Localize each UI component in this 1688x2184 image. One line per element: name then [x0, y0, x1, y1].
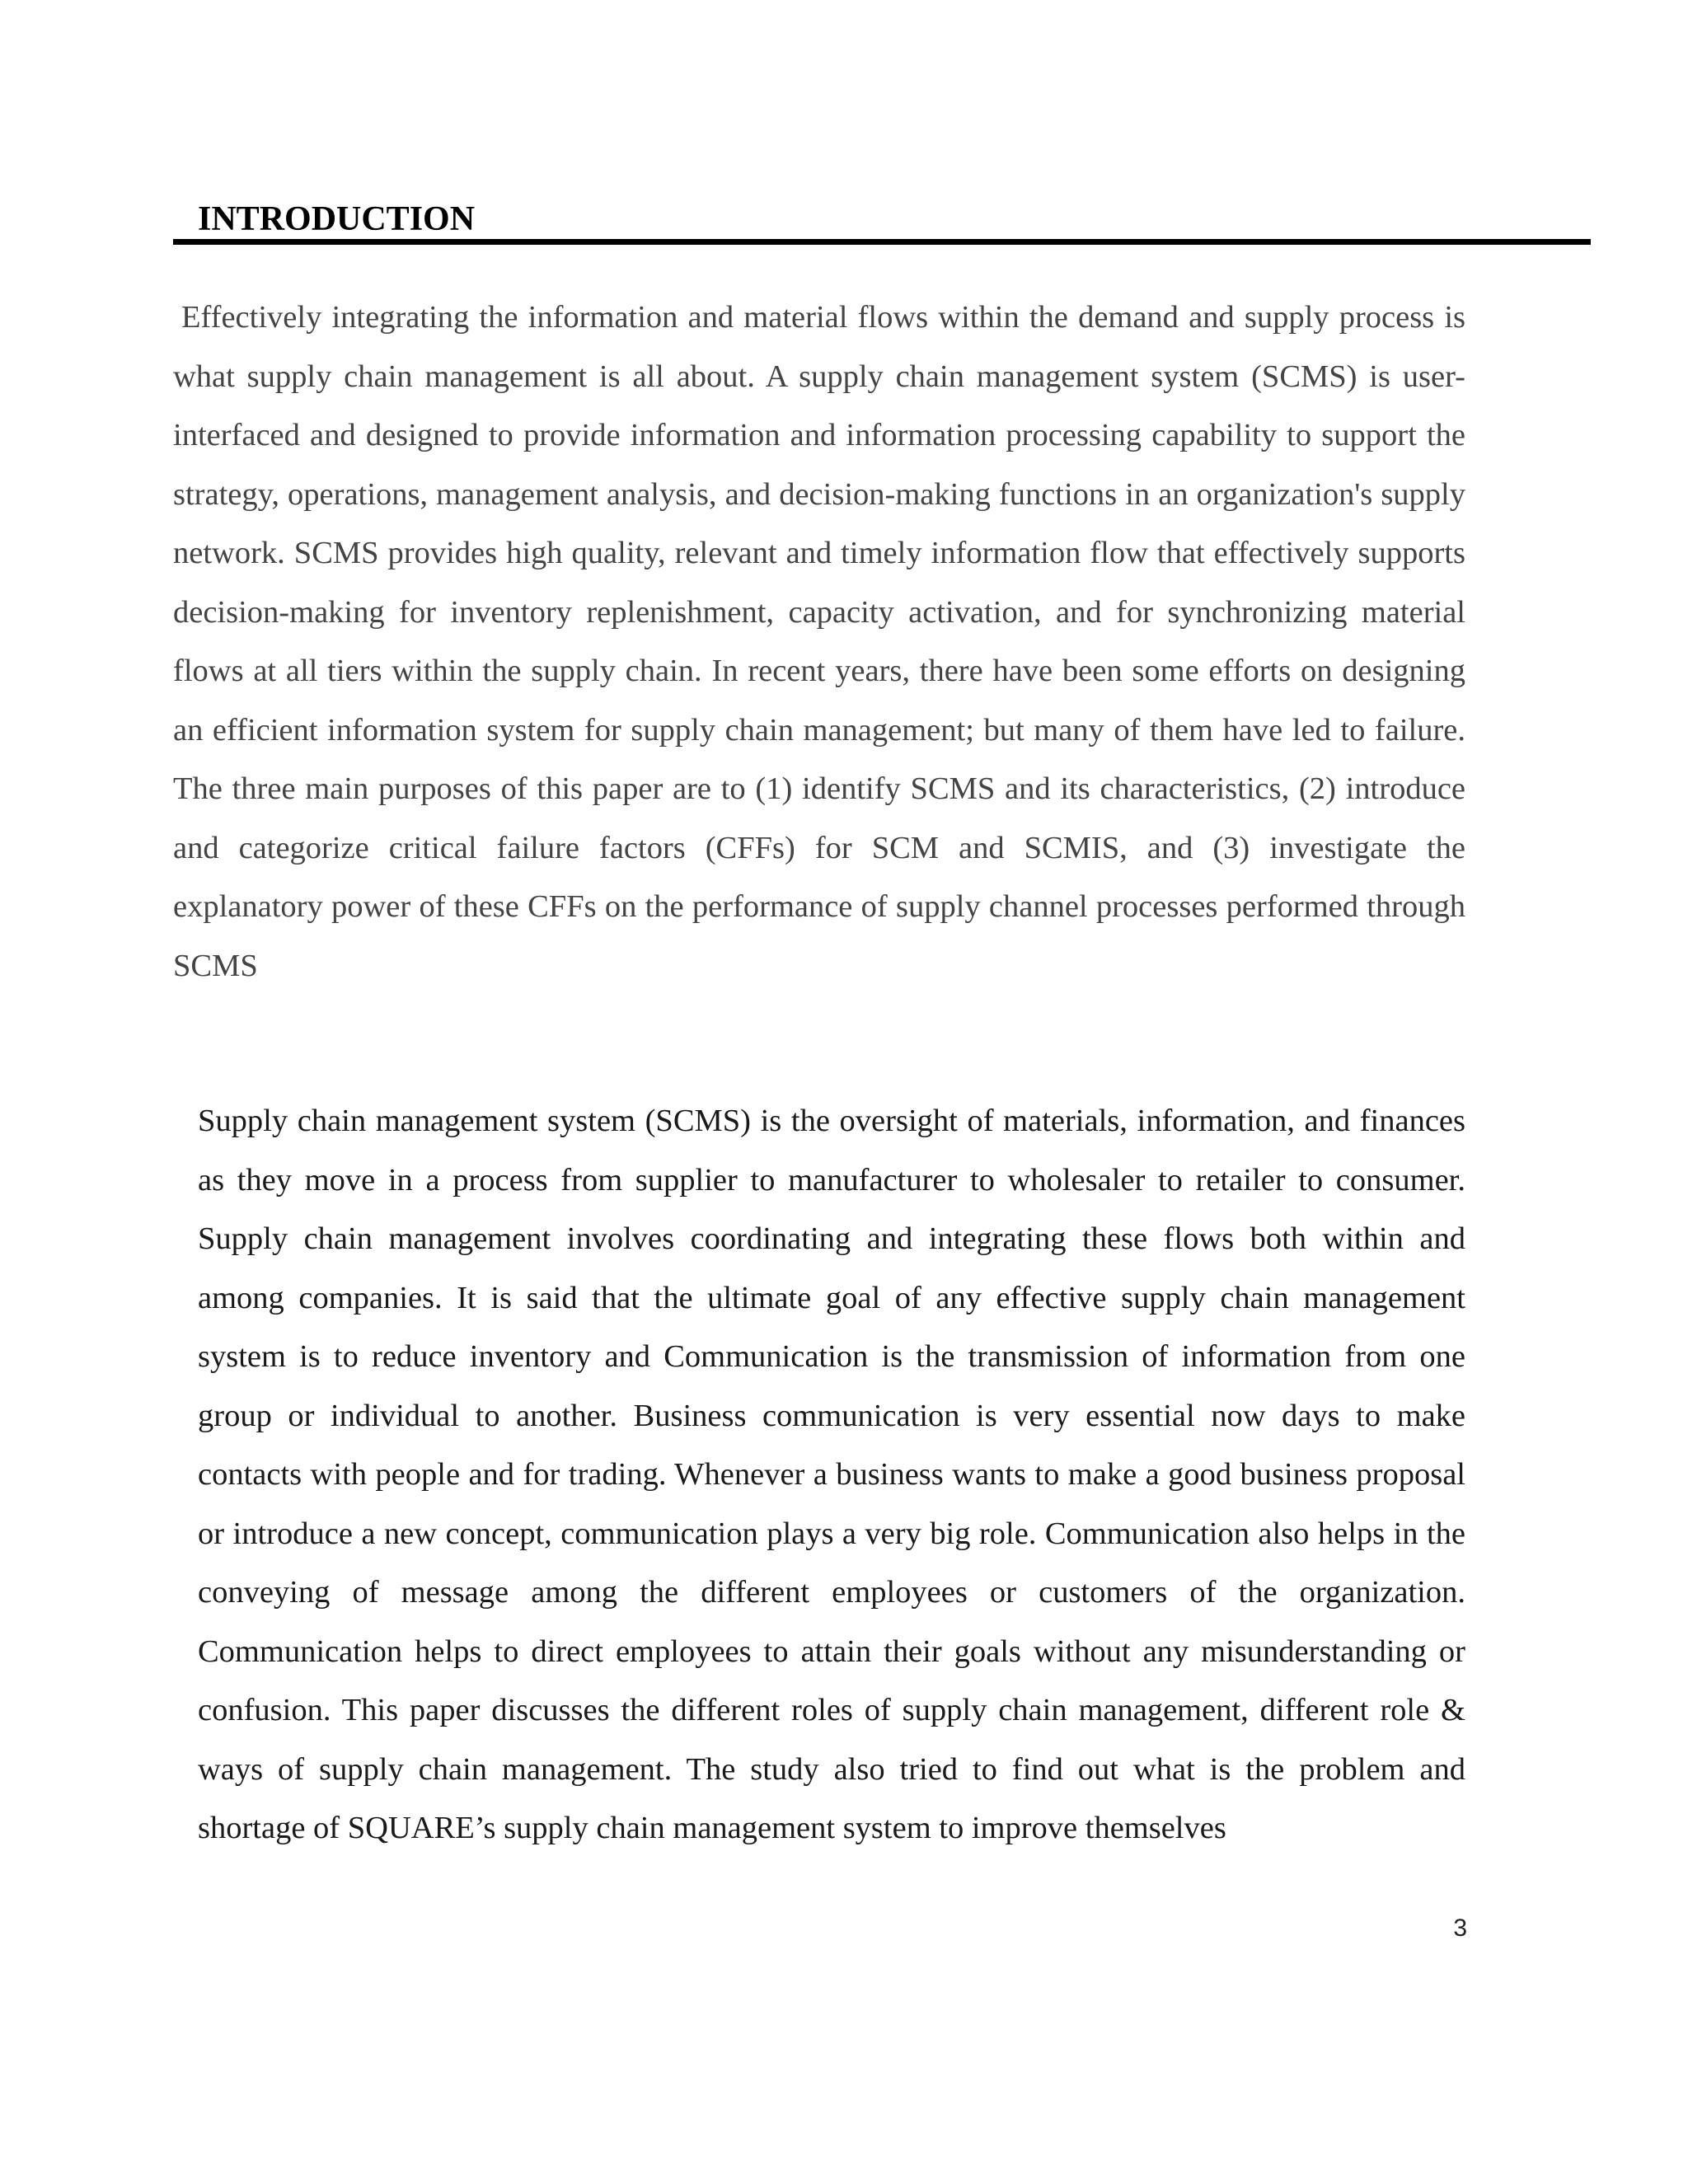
intro-paragraph-2: Supply chain management system (SCMS) is the oversight of materials, information, and finances as they move in a process from supplier to manufacturer to wholesaler to retailer to consumer. Supply chain management involves coordinating and integrating these flows both within and among companies. It is said that the ultimate goal of any effective supply chain management system is to reduce inventory and Communication is the transmission of information from one group or individual to another. Business communication is very essential now days to make contacts with people and for trading. Whenever a business wants to make a good business proposal or introduce a new concept, communication plays a very big role. Communication also helps in the conveying of message among the different employees or customers of the organization. Communication helps to direct employees to attain their goals without any misunderstanding or confusion. This paper discusses the different roles of supply chain management, different role & ways of supply chain management. The study also tried to find out what is the problem and shortage of SQUARE’s supply chain management system to improve themselves	[198, 1104, 1465, 1845]
intro-paragraph-1: Effectively integrating the information and material flows within the demand and supply process is what supply chain management is all about. A supply chain management system (SCMS) is user-interfaced and designed to provide information and information processing capability to support the strategy, operations, management analysis, and decision-making functions in an organization's supply network. SCMS provides high quality, relevant and timely information flow that effectively supports decision-making for inventory replenishment, capacity activation, and for synchronizing material flows at all tiers within the supply chain. In recent years, there have been some efforts on designing an efficient information system for supply chain management; but many of them have led to failure. The three main purposes of this paper are to (1) identify SCMS and its characteristics, (2) introduce and categorize critical failure factors (CFFs) for SCM and SCMIS, and (3) investigate the explanatory power of these CFFs on the performance of supply channel processes performed through SCMS	[173, 300, 1465, 983]
section-heading: INTRODUCTION	[198, 200, 476, 238]
heading-underline	[173, 239, 1591, 245]
page-number: 3	[1453, 1915, 1467, 1942]
